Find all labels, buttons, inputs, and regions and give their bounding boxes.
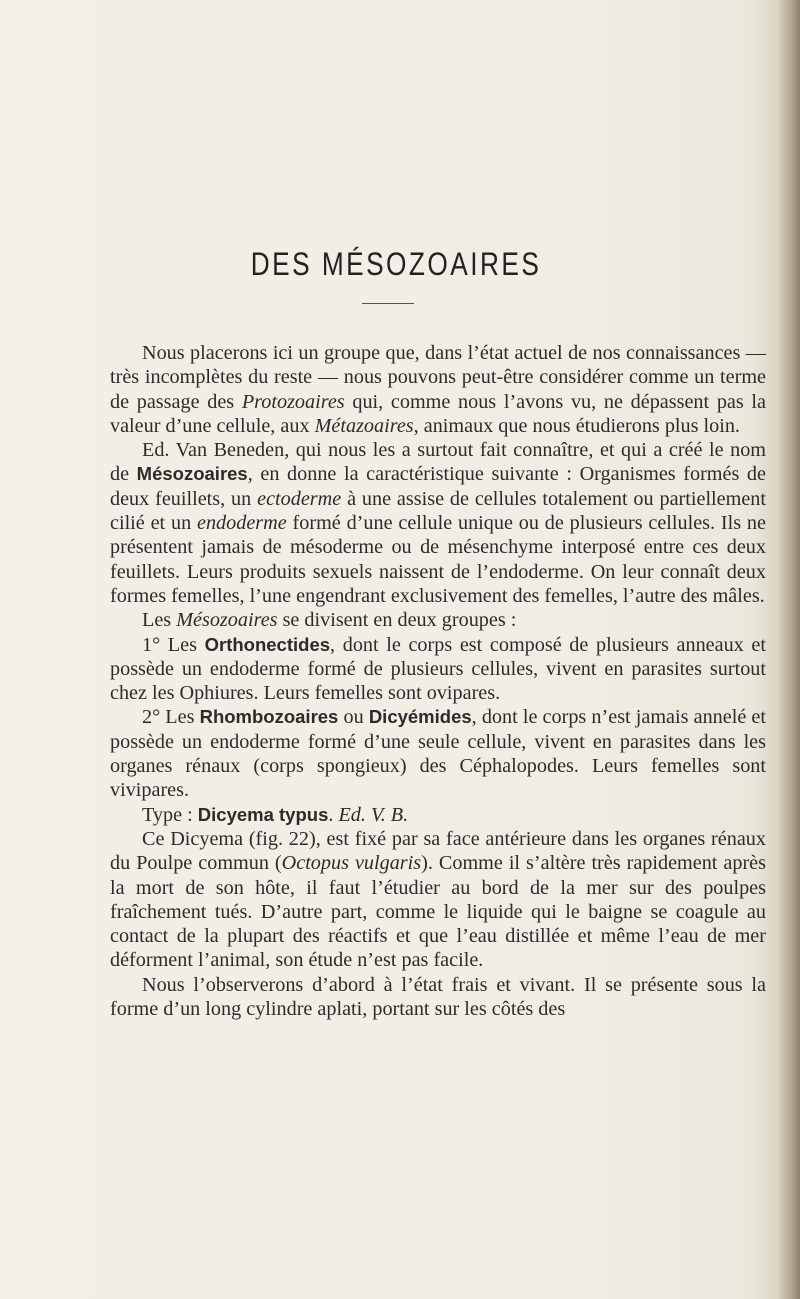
text-run: Type :: [142, 803, 198, 826]
text-run: Ce Dicyema (fig. 22), est fixé par sa face antérieure dans les organes rénaux du Poulpe commun (: [110, 827, 766, 875]
text-run: .: [328, 803, 339, 826]
term-protozoaires: Protozoaires: [241, 390, 345, 413]
text-run: qui, comme nous l’avons vu, ne dépassent pas la valeur d’une cellule, aux: [110, 390, 766, 437]
term-dicyemides: Dicyémides: [368, 706, 472, 728]
text-run: Nous placerons ici un groupe que, dans l’état actuel de nos connaissances — très incomplètes du reste — nous pouvons peut-être considérer comme un terme de passage des: [110, 342, 766, 413]
term-octopus-vulgaris: Octopus vulgaris: [281, 852, 422, 875]
text-run: , dont le corps est composé de plusieurs anneaux et possède un endoderme formé de plusieurs cellules, vivent en parasites surtout chez les Ophiures. Leurs femelles sont ovipares.: [110, 633, 766, 705]
text-run: Ed. Van Beneden, qui nous les a surtout fait connaître, et qui a créé le nom de: [110, 439, 766, 486]
paragraph-2: [110, 438, 766, 608]
term-endoderme: endoderme: [197, 512, 287, 535]
term-mesozoaires-italic: Mésozoaires: [176, 609, 278, 632]
text-run: ou: [338, 706, 369, 729]
text-run: à une assise de cellules totalement ou partiellement cilié et un: [110, 487, 766, 535]
term-rhombozoaires: Rhombozoaires: [199, 706, 339, 728]
text-run: ). Comme il s’altère très rapidement après la mort de son hôte, il faut l’étudier au bord de la mer sur des poulpes fraîchement tués. D’autre part, comme le liquide qui le baigne se coagule au contact de la plupart des réactifs et que l’eau distillée et même l’eau de mer déforment l’animal, son étude n’est pas facile.: [110, 852, 766, 972]
term-dicyema-typus: Dicyema typus: [197, 803, 329, 825]
term-ectoderme: ectoderme: [257, 487, 342, 510]
term-mesozoaires: Mésozoaires: [136, 463, 248, 485]
body-text: [110, 341, 766, 1021]
title-rule: [362, 303, 414, 304]
text-run: 1° Les: [142, 633, 205, 656]
term-orthonectides: Orthonectides: [204, 633, 331, 655]
author-abbreviation: Ed. V. B.: [338, 803, 409, 826]
text-run: se divisent en deux groupes :: [277, 609, 517, 632]
text-run: , en donne la caractéristique suivante : Organismes formés de deux feuillets, un: [110, 463, 766, 510]
paragraph-6: [110, 803, 766, 827]
text-run: , dont le corps n’est jamais annelé et possède un endoderme formé d’une seule cellule, vivent en parasites dans les organes rénaux (corps spongieux) des Céphalopodes. Leurs femelles sont vivipares.: [110, 706, 766, 802]
text-run: 2° Les: [142, 706, 200, 729]
text-run: Les: [142, 609, 177, 632]
paragraph-8: [110, 973, 766, 1022]
text-run: formé d’une cellule unique ou de plusieurs cellules. Ils ne présentent jamais de mésoderme ou de mésenchyme interposé entre ces deux feuillets. Leurs produits sexuels naissent de l’endoderme. On leur connaît deux formes femelles, l’une engendrant exclusivement des femelles, l’autre des mâles.: [110, 512, 766, 607]
paragraph-3: [110, 608, 766, 632]
text-run: , animaux que nous étudierons plus loin.: [413, 414, 740, 437]
text-run: Nous l’observerons d’abord à l’état frais et vivant. Il se présente sous la forme d’un long cylindre aplati, portant sur les côtés des: [110, 973, 766, 1021]
term-metazoaires: Métazoaires: [314, 414, 414, 437]
chapter-title: DES MÉSOZOAIRES: [250, 246, 542, 282]
paragraph-1: [110, 341, 766, 438]
paragraph-4: [110, 633, 766, 706]
paragraph-7: [110, 827, 766, 973]
page-edge-shadow: [778, 0, 800, 1299]
paragraph-5: [110, 705, 766, 802]
